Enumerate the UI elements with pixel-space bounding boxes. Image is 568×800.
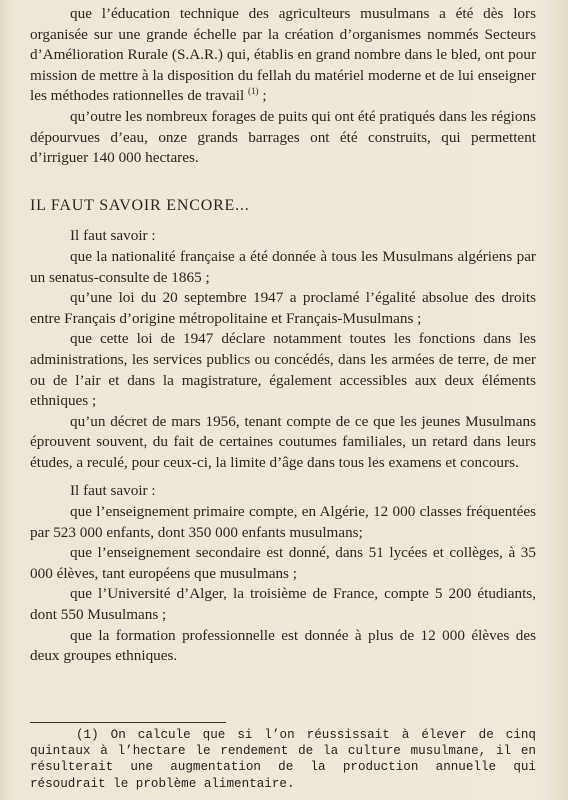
footnote-divider: [30, 722, 226, 723]
section-heading: IL FAUT SAVOIR ENCORE...: [30, 196, 250, 214]
paragraph-sar: [30, 4, 536, 107]
block-il-faut-savoir-1: [30, 226, 536, 473]
block2-intro: Il faut savoir :: [70, 482, 156, 500]
block1-item: qu’une loi du 20 septembre 1947 a proclamé l’égalité absolue des droits entre Français d’origine métropolitaine et Français-Musulmans ;: [30, 289, 536, 327]
block1-item: qu’un décret de mars 1956, tenant compte de ce que les jeunes Musulmans éprouvent souvent, du fait de certaines coutumes familiales, un retard dans leurs études, a reculé, pour ceux-ci, la limite d’âge dans tous les examens et concours.: [30, 412, 536, 471]
block2-item: que l’enseignement primaire compte, en Algérie, 12 000 classes fréquentées par 523 000 enfants, dont 350 000 enfants musulmans;: [30, 503, 536, 541]
footnote: (1) On calcule que si l’on réussissait à élever de cinq quintaux à l’hectare le rendement de la culture musulmane, il en résulterait une augmentation de la production annuelle qui résoudrait le problème alimentaire.: [30, 728, 536, 791]
paragraph-sar-tail: ;: [262, 87, 267, 105]
block-il-faut-savoir-2: [30, 481, 536, 666]
block2-item: que l’Université d’Alger, la troisième de France, compte 5 200 étudiants, dont 550 Musulmans ;: [30, 585, 536, 624]
block2-item: que l’enseignement secondaire est donné, dans 51 lycées et collèges, à 35 000 élèves, tant européens que musulmans ;: [30, 544, 536, 582]
text-column: [30, 4, 536, 674]
paragraph-sar-text: que l’éducation technique des agriculteurs musulmans a été dès lors organisée sur une grande échelle par la création d’organismes nommés Secteurs d’Amélioration Rurale (S.A.R.) qui, établis en grand nombre dans le bled, ont pour mission de mettre à la disposition du fellah du matériel moderne et de lui enseigner les méthodes rationnelles de travail: [30, 5, 536, 105]
block1-intro: Il faut savoir :: [70, 227, 156, 245]
paragraph-barrages: qu’outre les nombreux forages de puits qui ont été pratiqués dans les régions dépourvues d’eau, onze grands barrages ont été construits, qui permettent d’irriguer 140 000 hectares.: [30, 107, 536, 167]
block2-item: que la formation professionnelle est donnée à plus de 12 000 élèves des deux groupes ethniques.: [30, 626, 536, 665]
block1-item: que la nationalité française a été donnée à tous les Musulmans algériens par un senatus-consulte de 1865 ;: [30, 247, 536, 286]
block1-item: que cette loi de 1947 déclare notamment toutes les fonctions dans les administrations, les services publics ou concédés, dans les armées de terre, de mer ou de l’air et dans la magistrature, également accessibles aux deux éléments ethniques ;: [30, 330, 536, 410]
footnote-reference: (1): [248, 86, 259, 97]
